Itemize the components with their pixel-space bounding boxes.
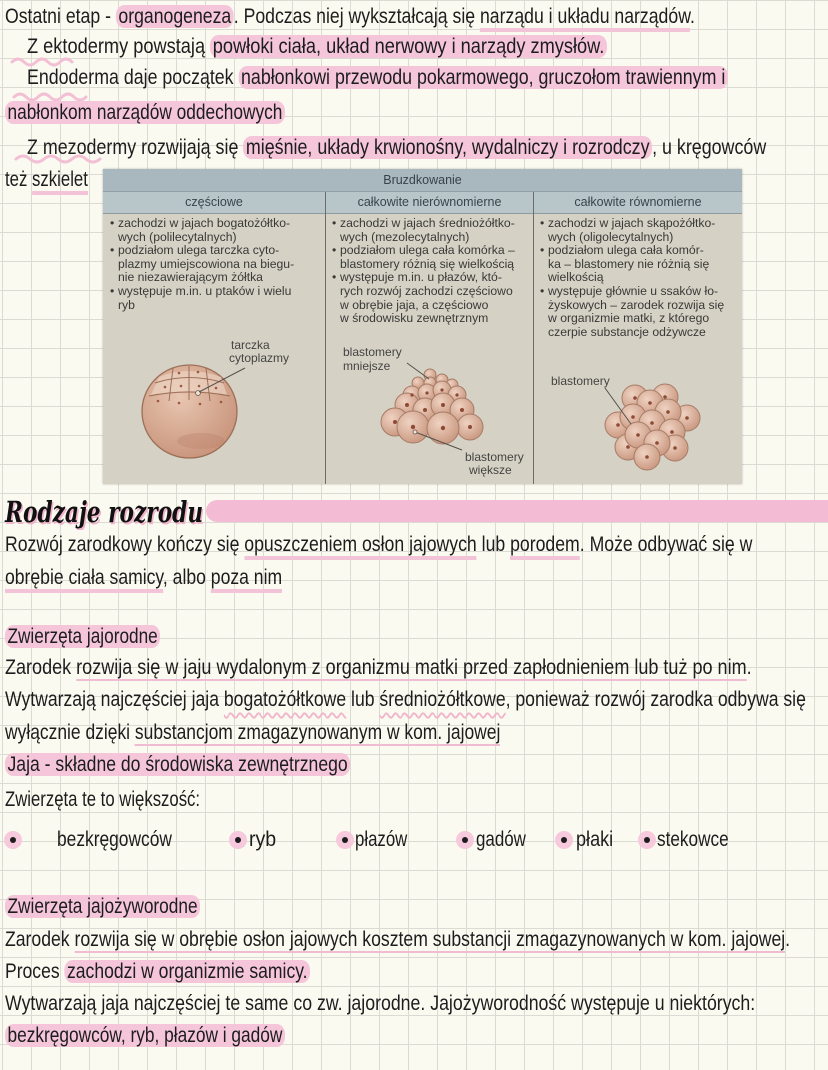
bullet-item bbox=[109, 244, 323, 285]
figure-label: cytoplazmy bbox=[229, 351, 290, 365]
text: nie niezawierającym żółtka bbox=[118, 270, 263, 285]
text: żyskowych – zarodek rozwija się bbox=[548, 297, 725, 312]
column-header-total-equal: całkowite równomierne bbox=[534, 192, 742, 214]
oviparous-line-2 bbox=[5, 687, 806, 713]
figure-label: blastomery bbox=[551, 374, 610, 388]
text: • podziałom ulega cała komór- bbox=[548, 243, 704, 258]
text: . bbox=[689, 5, 695, 28]
bullet-text: bezkręgowców bbox=[57, 828, 172, 851]
underline: obrębie ciała samicy bbox=[5, 566, 163, 593]
underline: rozwija się w obrębie osłon jajowych kosztem substancji zmagazynowanych w kom. jajowej bbox=[74, 928, 786, 951]
egg-icon bbox=[142, 365, 245, 458]
text: blastomery różnią się wielkością bbox=[340, 256, 515, 271]
text: Wytwarzają najczęściej jaja bbox=[5, 688, 224, 711]
bullet-text: ryb bbox=[249, 828, 277, 851]
text: w obrębie jaja, a częściowo bbox=[340, 297, 489, 312]
column-header-total-unequal: całkowite nierównomierne bbox=[326, 192, 533, 214]
text: też bbox=[5, 168, 33, 191]
intro-line-4 bbox=[5, 100, 285, 126]
ovoviviparous-line-3 bbox=[5, 991, 755, 1017]
wavy-underline: średniożółtkowe bbox=[379, 688, 506, 711]
oviparous-title bbox=[5, 624, 160, 650]
oviparous-line-1 bbox=[5, 655, 752, 681]
text: wyłącznie dzięki bbox=[5, 721, 135, 744]
highlight: powłoki ciała, układ nerwowy i narządy zmysłów. bbox=[210, 35, 607, 58]
text: wych (polilecytalnych) bbox=[118, 229, 237, 244]
underline: porodem bbox=[510, 533, 580, 560]
bullet-icon bbox=[342, 837, 348, 843]
text: • występuje m.in. u płazów, któ- bbox=[340, 270, 502, 285]
text: wych (mezolecytalnych) bbox=[340, 229, 470, 244]
text: • zachodzi w jajach bogatożółtko- bbox=[118, 216, 291, 230]
text: • występuje m.in. u ptaków i wielu bbox=[118, 283, 292, 298]
text: lub bbox=[346, 688, 380, 711]
intro-line-3 bbox=[27, 65, 728, 91]
table-title: Bruzdkowanie bbox=[103, 169, 742, 192]
text: • zachodzi w jajach średniożółtko- bbox=[340, 216, 515, 230]
heading-highlight-bar bbox=[206, 500, 828, 522]
underline: poza nim bbox=[211, 566, 282, 593]
intro-line-2 bbox=[27, 34, 607, 60]
underline: opuszczeniem osłon jajowych bbox=[244, 533, 476, 560]
cell-partial bbox=[109, 214, 323, 312]
text: Zarodek bbox=[5, 656, 77, 679]
text: plazmy umiejscowiona na biegu- bbox=[118, 256, 295, 271]
text: . Może odbywać się w bbox=[579, 533, 753, 556]
bullet-item bbox=[109, 217, 323, 244]
text: Zarodek bbox=[5, 928, 75, 951]
text: , ponieważ rozwój zarodka odbywa się bbox=[505, 688, 806, 711]
text: . bbox=[785, 928, 791, 951]
text: rych rozwój zachodzi częściowo bbox=[340, 283, 513, 298]
text: ryb bbox=[118, 297, 135, 312]
text: Rozwój zarodkowy kończy się bbox=[5, 533, 245, 556]
bullet-text: płazów bbox=[355, 828, 408, 851]
highlight: organogeneza bbox=[116, 5, 234, 28]
bullet-item bbox=[331, 217, 531, 244]
text: wielkością bbox=[548, 270, 604, 285]
figure-label: większe bbox=[469, 463, 512, 477]
bullet-item bbox=[109, 285, 323, 312]
text: . bbox=[746, 656, 752, 679]
text: wych (oligolecytalnych) bbox=[548, 229, 674, 244]
bullet-item bbox=[331, 244, 531, 271]
text: Wytwarzają jaja najczęściej te same co zw. jajorodne. Jajożyworodność występuje u niektórych: bbox=[5, 992, 756, 1015]
intro-line-1 bbox=[5, 4, 695, 30]
bullet-item bbox=[539, 217, 739, 244]
text: , u kręgowców bbox=[652, 136, 767, 159]
reproduction-line-2 bbox=[5, 565, 282, 591]
text: . Podczas niej wykształcają się bbox=[233, 5, 480, 28]
highlight: Jaja - składne do środowiska zewnętrznego bbox=[5, 753, 350, 776]
bullet-item bbox=[331, 271, 531, 325]
text: w organizmie matki, z którego bbox=[548, 311, 710, 326]
text: w środowisku zewnętrznym bbox=[340, 311, 489, 326]
text: Proces bbox=[5, 960, 65, 983]
textbook-table-photo bbox=[103, 169, 742, 484]
reproduction-line-1 bbox=[5, 532, 752, 558]
text: czerpie substancje odżywcze bbox=[548, 324, 706, 339]
oviparous-line-3 bbox=[5, 720, 500, 746]
blastomeres-unequal-icon bbox=[381, 369, 483, 444]
figure-label: blastomery bbox=[343, 345, 402, 359]
highlight: Zwierzęta jajożyworodne bbox=[5, 895, 200, 918]
highlight: nabłonkom narządów oddechowych bbox=[5, 101, 285, 124]
text: • podziałom ulega tarczka cyto- bbox=[118, 243, 280, 258]
ovoviviparous-line-2 bbox=[5, 959, 310, 985]
text: • występuje głównie u ssaków ło- bbox=[548, 283, 719, 298]
column-header-partial: częściowe bbox=[103, 192, 325, 214]
bullet-icon bbox=[462, 837, 468, 843]
oviparous-line-4 bbox=[5, 752, 350, 778]
text: • zachodzi w jajach skąpożółtko- bbox=[548, 216, 716, 230]
highlight: Zwierzęta jajorodne bbox=[5, 625, 160, 648]
figure-label: blastomery bbox=[465, 450, 524, 464]
cell-total-equal bbox=[539, 214, 739, 339]
text: Z mezodermy rozwijają się bbox=[27, 136, 244, 159]
intro-line-5 bbox=[27, 135, 766, 161]
intro-line-6 bbox=[5, 167, 88, 193]
bullet-icon bbox=[561, 837, 567, 843]
text: Endoderma daje początek bbox=[27, 66, 239, 89]
bullet-text: stekowce bbox=[657, 828, 729, 851]
highlight: bezkręgowców, ryb, płazów i gadów bbox=[5, 1024, 285, 1047]
blastomeres-equal-icon bbox=[605, 384, 700, 470]
underline: rozwija się w jaju wydalonym z organizmu matki przed zapłodnieniem lub tuż po nim bbox=[76, 656, 747, 679]
highlight: nabłonkowi przewodu pokarmowego, gruczołom trawiennym i bbox=[239, 66, 728, 89]
text: Zwierzęta te to większość: bbox=[5, 788, 201, 811]
text: Z ektodermy powstają bbox=[27, 35, 211, 58]
ovoviviparous-title bbox=[5, 894, 200, 920]
section-heading: Rodzaje rozrodu bbox=[5, 495, 204, 529]
text: lub bbox=[476, 533, 511, 556]
text: Ostatni etap - bbox=[5, 5, 116, 28]
text: , albo bbox=[162, 566, 211, 589]
text: • podziałom ulega cała komórka – bbox=[340, 243, 515, 258]
underline: szkielet bbox=[32, 168, 88, 195]
cell-total-unequal bbox=[331, 214, 531, 326]
bullet-item bbox=[539, 244, 739, 285]
figure-label: tarczka bbox=[231, 338, 270, 352]
underline: narządu i układu narządów bbox=[480, 5, 690, 32]
wavy-underline: bogatożółtkowe bbox=[223, 688, 347, 711]
figure-label: mniejsze bbox=[343, 359, 391, 373]
underline: substancjom zmagazynowanym w kom. jajowej bbox=[134, 721, 501, 744]
oviparous-line-5 bbox=[5, 787, 200, 813]
bullet-text: płaki bbox=[576, 828, 614, 851]
bullet-text: gadów bbox=[476, 828, 526, 851]
ovoviviparous-line-4 bbox=[5, 1023, 285, 1049]
bullet-item bbox=[539, 285, 739, 339]
highlight: mięśnie, układy krwionośny, wydalniczy i rozrodczy bbox=[243, 136, 652, 159]
bullet-icon bbox=[644, 837, 650, 843]
text: ka – blastomery nie różnią się bbox=[548, 256, 710, 271]
ovoviviparous-line-1 bbox=[5, 927, 790, 953]
highlight: zachodzi w organizmie samicy. bbox=[64, 960, 310, 983]
bullet-icon bbox=[235, 837, 241, 843]
bullet-icon bbox=[10, 837, 16, 843]
